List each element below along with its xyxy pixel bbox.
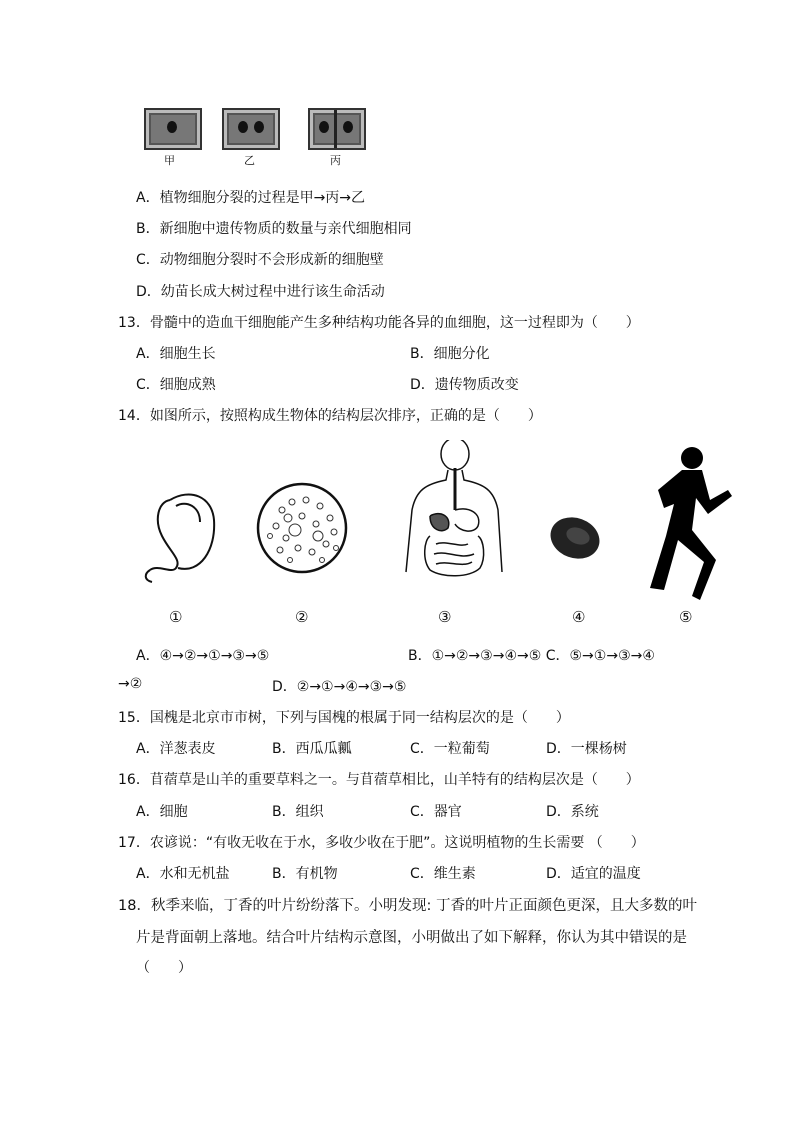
q14-label-3: ③ bbox=[438, 608, 452, 626]
cell-label-bing: 丙 bbox=[330, 154, 341, 167]
nucleus bbox=[238, 121, 248, 133]
q13-option-a: A．细胞生长 bbox=[136, 346, 216, 362]
q17-option-b: B．有机物 bbox=[272, 866, 338, 882]
q14-option-a: A．④→②→①→③→⑤ bbox=[136, 648, 270, 664]
q14-label-4: ④ bbox=[572, 608, 586, 626]
cell-label-jia: 甲 bbox=[164, 154, 175, 167]
q17-option-d: D．适宜的温度 bbox=[546, 866, 641, 882]
q14-figure bbox=[130, 440, 740, 610]
cell-yi bbox=[222, 108, 280, 150]
q16-option-b: B．组织 bbox=[272, 804, 324, 820]
cell-plate bbox=[334, 110, 337, 148]
q13-option-c: C．细胞成熟 bbox=[136, 377, 216, 393]
q16-option-d: D．系统 bbox=[546, 804, 599, 820]
q17-stem: 17．农谚说：“有收无收在于水，多收少收在于肥”。这说明植物的生长需要 （ ） bbox=[118, 835, 645, 851]
q14-stem: 14．如图所示，按照构成生物体的结构层次排序，正确的是（ ） bbox=[118, 408, 542, 424]
nucleus bbox=[319, 121, 329, 133]
q18-stem-line2: 片是背面朝上落地。结合叶片结构示意图，小明做出了如下解释，你认为其中错误的是 bbox=[136, 930, 687, 946]
q17-option-a: A．水和无机盐 bbox=[136, 866, 230, 882]
q16-option-a: A．细胞 bbox=[136, 804, 188, 820]
q14-option-d: D．②→①→④→③→⑤ bbox=[272, 679, 407, 695]
q13-stem: 13．骨髓中的造血干细胞能产生多种结构功能各异的血细胞，这一过程即为（ ） bbox=[118, 315, 640, 331]
q14-option-c-continued: →② bbox=[118, 676, 143, 692]
q13-option-d: D．遗传物质改变 bbox=[410, 377, 519, 393]
q13-option-b: B．细胞分化 bbox=[410, 346, 490, 362]
nucleus bbox=[167, 121, 177, 133]
tissue-image bbox=[258, 484, 346, 572]
nucleus bbox=[343, 121, 353, 133]
digestive-system-image bbox=[406, 440, 502, 576]
q18-stem-line3: （ ） bbox=[136, 960, 192, 976]
cell-bing bbox=[308, 108, 366, 150]
q15-option-d: D．一棵杨树 bbox=[546, 741, 627, 757]
q12-option-b: B．新细胞中遗传物质的数量与亲代细胞相同 bbox=[136, 221, 412, 237]
q12-option-d: D．幼苗长成大树过程中进行该生命活动 bbox=[136, 284, 385, 300]
running-person-image bbox=[650, 447, 732, 600]
q14-label-1: ① bbox=[169, 608, 183, 626]
q12-option-c: C．动物细胞分裂时不会形成新的细胞壁 bbox=[136, 252, 384, 268]
q14-option-bc: B．①→②→③→④→⑤ C．⑤→①→③→④ bbox=[408, 648, 655, 664]
q12-option-a: A．植物细胞分裂的过程是甲→丙→乙 bbox=[136, 190, 366, 206]
stomach-image bbox=[146, 494, 214, 582]
q15-option-a: A．洋葱表皮 bbox=[136, 741, 216, 757]
q15-stem: 15．国槐是北京市市树，下列与国槐的根属于同一结构层次的是（ ） bbox=[118, 710, 570, 726]
q18-stem-line1: 18．秋季来临，丁香的叶片纷纷落下。小明发现: 丁香的叶片正面颜色更深，且大多数的叶 bbox=[118, 898, 697, 914]
nucleus bbox=[254, 121, 264, 133]
q14-label-5: ⑤ bbox=[679, 608, 693, 626]
q16-option-c: C．器官 bbox=[410, 804, 462, 820]
cell-label-yi: 乙 bbox=[244, 154, 255, 167]
q15-option-b: B．西瓜瓜瓤 bbox=[272, 741, 352, 757]
q17-option-c: C．维生素 bbox=[410, 866, 476, 882]
cell-jia bbox=[144, 108, 202, 150]
q16-stem: 16．苜蓿草是山羊的重要草料之一。与苜蓿草相比，山羊特有的结构层次是（ ） bbox=[118, 772, 640, 788]
q15-option-c: C．一粒葡萄 bbox=[410, 741, 490, 757]
q14-label-2: ② bbox=[295, 608, 309, 626]
cell-division-figure bbox=[142, 108, 362, 170]
red-blood-cell-image bbox=[545, 511, 606, 566]
